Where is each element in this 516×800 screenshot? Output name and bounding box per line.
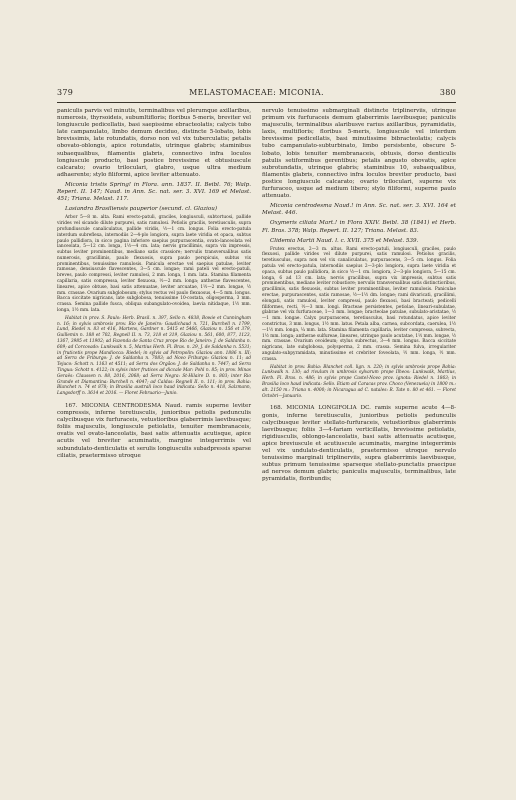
page-number-right: 380 <box>439 88 456 97</box>
page-number-left: 379 <box>57 88 74 97</box>
left-column <box>57 108 251 460</box>
citation-synonym: Oxymeris ciliata Mart.! in Flora XXIV. Beibl. 38 (1841) et Herb. Fl. Bras. 378; Walp. Repert. II. 127; Triana. Melast. 83. <box>262 220 456 234</box>
habitat-text: Habitat in prov. Bahia: Blanchet coll. lign. n. 220; in sylvis umbrosis prope Bahia: Lunkwalk n. 130; ad rivulum in umbrosis sylvarum prope Ilheos: Lunkwalk, Martius, Herb. Fl. Bras. n. 486; in sylvis prope Castel-Novo prov. ignota: Riedel n. 1863; in Brasilia loco haud indicata: Sello. Etiam ad Caracas prov. Choco (Venezuela) in 1800 m.: alt. 2150 m.: Triana n. 4000; in Nicaragua ad C. natales: R. Tate n. 80 et 461. — Floret Octobri—Januario. <box>262 364 456 399</box>
diagnosis-text: nervulo tenuissimo submarginali distincte triplinerviis, utrinque primum vix furfuraceis demum glaberrimis laevibusque; paniculis majusculis, terminalibus alaribusve rarius axillaribus, pyramidatis, laxis, multifloris; floribus 5-meris, longiuscule vel interdum brevissime pedicellatis, basi minutissime bibracteolatis; calycis tubo campanulato-subturbinato, limbo persistente, obscure 5-lobato, lobis tenuiter membranaceis, obtusis, dorso denticulis patulis setiformibus gerentibus; petalis angusto obovatis, apice subrotundatis, utrinque glabris; staminibus 10, subaequalibus, filamentis glabris, connectivo infra loculos breviter producto, basi postice longiuscule calcarato; ovario triloculari, superne vix furfuraceo, usque ad medium libero; stylo filiformi, superne paulo attenuato. <box>262 108 456 200</box>
header-rule <box>57 102 456 103</box>
species-heading-168: 168. MICONIA LONGIFOLIA DC. ramis superne acute 4—8-gonis, inferne teretiusculis, junioribus petiolis pedunculis calycibusque leviter stellato-furfuraceis, vetustioribus glaberrimis laevibusque; foliis 3—4-fariam verticillatis, brevissime petiolatis, rigidiusculis, oblongo-lanceolatis, basi satis attenuatis acutisque, apice breviuscule et acutiuscule acuminatis, margine integerrimis vel vix undulato-denticulatis, praetermisso utroque nervulo tenuissimo marginali triplinerviis, supra glaberrimis laevibusque, subtus primum tenuissime sparseque stellato-punctatis praecipue ad nervos demum glabris; paniculis majusculis, terminalibus, late pyramidatis, floribundis; <box>262 405 456 483</box>
diagnosis-text: paniculis parvis vel minutis, terminalibus vel plerumque axillaribus, numerosis, thyrsoideis, subumltifloris; floribus 5-meris, breviter vel longiuscule pedicellatis, basi saepissime ebracteolatis; calycis tubo late campanulato, limbo demum deciduo, distincte 5-lobato, lobis brevissimis, late rotundatis, dorso non vel vix tuberculatis; petalis obovato-oblongis, apice rotundatis, utrinque glabris; staminibus subaequalibus, filamentis glabris, connectivo infra loculos longiuscule producto, basi postice brevissime et obtusiuscule calcarato; ovario triloculari, glabro, usque ultra medium adhaerente; stylo filiformi, apice leviter attenuato. <box>57 108 251 178</box>
citation: Miconia centrodesma Naud.! in Ann. Sc. nat. ser. 3. XVI. 164 et Melast. 446. <box>262 203 456 217</box>
species-heading-167: 167. MICONIA CENTRODESMA Naud. ramis superne leviter compressis, inferne teretiusculis, junioribus petiolis pedunculis calycibusque vix furfuraceis, vetustioribus glaberrimis laevibusque; foliis majusculis, longiuscule petiolatis, tenuiter membranaceis, ovatis vel ovato-lanceolatis, basi satis attenuatis acutisque, apice acutis vel breviter acuminatis, margine integerrimis vel subundulato-denticulatis et serulis longiusculis subadpressis sparse ciliatis, praetermisso utroque <box>57 403 251 459</box>
description-text: Frutex erectus, 2—3 m. altus. Rami erecto-patuli, longiusculi, graciles, paulo flexuosi, pallide virides vel dilute purpurei, satis ramulosi. Petiolus gracilis, teretiusculus, supra non vel vix canaliculatus, purpurascens, 3—5 cm. longus. Folia patula vel erecto-patula, internodiis saepius 2—3-plo longiora, supra laete viridia et opaca, subtus paulo pallidiora, in sicco ½—1 cm. longiora, 2—3-plo longiora, 5—15 cm. longa, 6 ad 13 cm. lata; nervis gracilibus, supra vix impressis, subtus satis prominentibus, mediano leviter robustiore; nervulis transversalibus satis distinctioribus, gracillimis, satis flexuosis, subtus leviter prominentibus, leviter ramulosis. Paniculae erectae, purpurascentes, satis ramosae, ½—1½ dm. longae; rami divaricati, gracillimi, elongati, satis ramulosi, leviter compressi, paulo flexuosi, basi bracteati; pedicelli filiformes, recti, ½—3 mm. longi. Bracteae persistentes, petiolae, lineari-subulatae, glabrae vel vix furfuraceae, 1—3 mm. longae; bracteolae patulae, subulato-aristatae, ½—1 mm. longae. Calyx purpurascens, teretiusculus, basi rotundatus, apice leviter constrictus, 3 mm. longus, 1½ mm. latus. Petala alba, carnea, subcordata, caerulea, 1½—1½ mm. longa, ¼ mm. lata. Stamina filamenta capillaria, leviter compressa, subrecta, 1½ mm. longa; antherae sulfureae, lineares, utrinque paulo acutatae, 1½ mm. longae, ½ mm. crassae. Ovarium ovoideum; stylus subrectus, 3—4 mm. longus. Bacca siccitate nigricans, late subglobosa, polysperma, 2 mm. crassa. Semina fulva, irregulariter angulato-subpyramidata, minutissime et crebriter foveolata, ½ mm. longa, ½ mm. crassa. <box>262 246 456 362</box>
habitat-text: Habitat in prov. S. Paulo: Herb. Brasil. n. 397, Sello n. 4838, Bowie et Cunningham n. 16; in sylvis umbrosis prov. Rio de Janeiro: Gaudichaud n. 721, Burchell n. 1799, Lund, Riedel n. 83 et 416, Martens, Gardner n. 5415 et 5466, Glaziou n. 156 et 379, Guillemin n. 188 et 702, Regnell II. n. 73, 318 et 319, Glaziou n. 561, 600, 877, 1123, 1367, 3985 et 11902; ad Fazenda de Santa Cruz prope Rio de Janeiro: J. de Saldanha n. 609; ad Corcovado: Lunkwalk n. 5, Martius Herb. Fl. Bras. n. 29, J. de Saldanha n. 5531; in fruticetis prope Mandiocca: Riedel; in sylvis ad Petropolin: Glaziou ann. 1886 n. III; ad Serra de Friburgo: J. de Saldanha n. 7083; ad Novo Friburgo: Glaziou n. 11; ad Tejuco: Schott n. 1163 et 4511; ad Serra dos Orgãos: J. de Saldanha n. 7447; ad Serra Tingua: Schott n. 4122; in sylvis inter frutices ad diccale Mar: Pohl n. 85; in prov. Minas Geraës: Claussen n. 88, 2016, 2068; ad Serra Negra: St-Hilaire D. n. 803; inter Rio Grande et Diamantina: Burchell n. 4047; ad Caldas: Regnell II. n. 111; in prov. Bahia: Blanchet n. 74 et 878; in Brasilia australi loco haud indicata: Sello n. 418, Salzmann, Langsdorff n. 3614 et 2016. — Floret Februario—Junio. <box>57 315 251 397</box>
description-text: Arbor 5—8 m. alta. Rami erecto-patuli, graciles, longiusculi, subtortuosi, pallide virides vel sicando dilute purpurei, satis ramulosi. Petiolis gracilis, teretiusculis, supra profundiuscule canaliculatus, pallide viridis, ½—1 cm. longus. Folia erecto-patula interdum subreflexa, internodiis 2—4-plo longiora, supra laete viridia et opaca, subtus paulo pallidiora, in sicco pagina inferiore saepius purpurascentia, ovato-lanceolata vel lanceolata, 5—12 cm. longa, 1½—4 cm. lata; nervis gracillimis, supra vix impressis, subtus leviter prominentibus, mediano satis crassiore; nervulis transversalibus satis numerosis, gracillimis, paulo flexuosis, supra paulo perspicuis, subtus vix prominentibus, tenuissime ramulosis. Panicula erectae vel saepius patulae, leviter ramosae, densiuscule flavescentes, 3—5 cm. longae; rami pateli vel erecto-patuli, breves, paulo compressi, leviter ramulosi, 2 mm. longa, 1 mm. lata. Stamina filamenta capillaria, satis compressa, leviter flexuosa, ½—2 mm. longa; antherae flavescentes, lineares, apice obtuse, basi satis attenuatae, leviter arcuatae, 1½—2 mm. longae, ½ mm. crassae. Ovarium subglobosum; stylus rectus vel paulo flexuosus, 4—5 mm. longus. Bacca siccitate nigricans, late subglobosa, tenuissime 10-costata, oligospermа, 3 mm. crassa. Semina pallide fusca, obliqua subangulato-ovoidea, laevia nitidaque, 1½ mm. longa, 1½ mm. lata. <box>57 215 251 314</box>
citation: Miconia tristis Spring! in Flora. ann. 1837. II. Beibl. 76; Walp. Repert. II. 147; Naud. in Ann. Sc. nat. ser. 3. XVI. 169 et Melast. 451; Triana. Melast. 117. <box>57 181 251 203</box>
running-title: MELASTOMACEAE: MICONIA. <box>189 88 324 97</box>
citation-synonym: Clidemia Martii Naud. l. c. XVII. 375 et Melast. 539. <box>270 237 419 244</box>
page-header <box>57 88 456 100</box>
citation-synonym: Lasiandra Brasiliensis pauperior (secund. cl. Glaziou) <box>65 206 218 213</box>
right-column <box>262 108 456 483</box>
